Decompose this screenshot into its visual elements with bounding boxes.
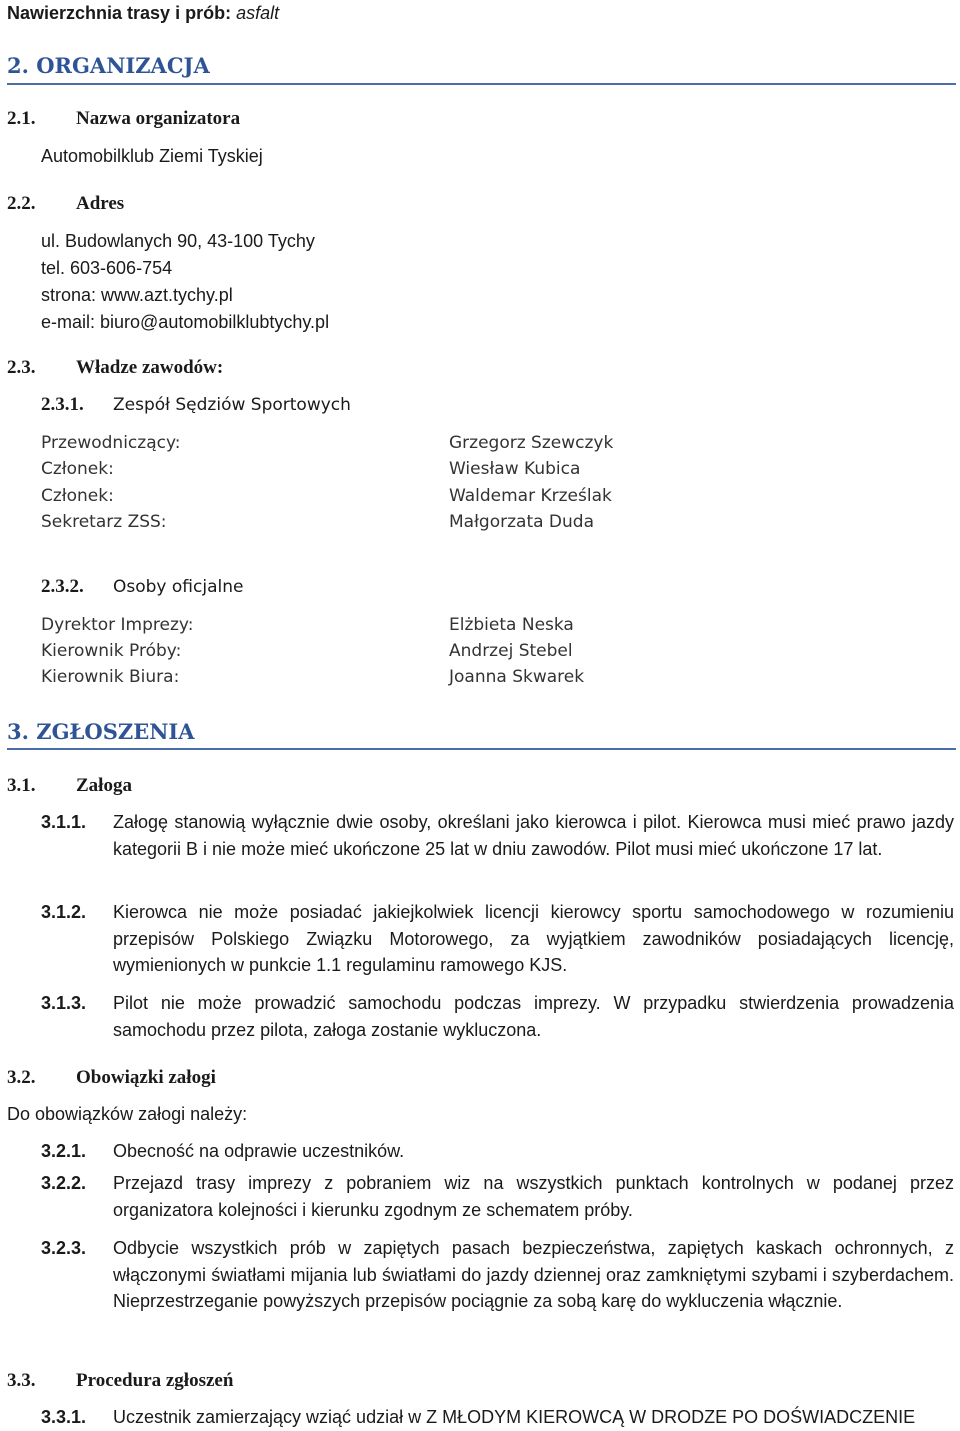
surface-label: Nawierzchnia trasy i prób:: [7, 3, 232, 23]
s322-text: Przejazd trasy imprezy z pobraniem wiz na wszystkich punktach kontrolnych w podanej przez organizatora kolejności i kierunku zgodnym ze schematem próby.: [113, 1173, 954, 1220]
s331-number: 3.3.1.: [41, 1407, 87, 1427]
s31-number: 3.1.: [7, 775, 36, 796]
s232-title: Osoby oficjalne: [113, 577, 244, 597]
section-2-heading: 2. ORGANIZACJA: [7, 53, 210, 78]
s331-text: Uczestnik zamierzający wziąć udział w Z MŁODYM KIEROWCĄ W DRODZE PO DOŚWIADCZENIE: [113, 1407, 916, 1427]
name-stage-manager: Andrzej Stebel: [449, 641, 573, 661]
s231-number: 2.3.1.: [41, 394, 84, 415]
address-street: ul. Budowlanych 90, 43-100 Tychy: [41, 231, 315, 251]
role-member-2: Członek:: [41, 486, 114, 506]
s32-title: Obowiązki załogi: [76, 1067, 216, 1088]
s231-title: Zespół Sędziów Sportowych: [113, 395, 351, 415]
s31-title: Załoga: [76, 775, 132, 796]
role-chairman: Przewodniczący:: [41, 433, 181, 453]
role-office-manager: Kierownik Biura:: [41, 667, 180, 687]
s32-intro: Do obowiązków załogi należy:: [7, 1104, 248, 1124]
s311-number: 3.1.1.: [41, 812, 87, 832]
s232-number: 2.3.2.: [41, 576, 84, 597]
surface-line: [7, 2, 279, 24]
role-director: Dyrektor Imprezy:: [41, 615, 194, 635]
surface-value: asfalt: [236, 3, 280, 23]
s32-number: 3.2.: [7, 1067, 36, 1088]
name-chairman: Grzegorz Szewczyk: [449, 433, 614, 453]
address-phone: tel. 603-606-754: [41, 258, 173, 278]
s312-number: 3.1.2.: [41, 902, 87, 922]
s22-number: 2.2.: [7, 193, 36, 214]
s33-title: Procedura zgłoszeń: [76, 1370, 234, 1391]
s323-number: 3.2.3.: [41, 1238, 87, 1258]
name-office-manager: Joanna Skwarek: [449, 667, 585, 687]
role-member-1: Członek:: [41, 459, 114, 479]
s311-text: Załogę stanowią wyłącznie dwie osoby, określani jako kierowca i pilot. Kierowca musi mieć prawo jazdy kategorii B i nie może mieć ukończone 25 lat w dniu zawodów. Pilot musi mieć ukończone 17 lat.: [113, 812, 954, 859]
s33-number: 3.3.: [7, 1370, 36, 1391]
s313-text: Pilot nie może prowadzić samochodu podczas imprezy. W przypadku stwierdzenia prowadzenia samochodu przez pilota, załoga zostanie wykluczona.: [113, 993, 954, 1040]
role-secretary: Sekretarz ZSS:: [41, 512, 167, 532]
section-3-heading: 3. ZGŁOSZENIA: [7, 719, 195, 744]
section-2-rule: [7, 83, 956, 85]
s313-number: 3.1.3.: [41, 993, 87, 1013]
name-director: Elżbieta Neska: [449, 615, 574, 635]
s323-text: Odbycie wszystkich prób w zapiętych pasach bezpieczeństwa, zapiętych kaskach ochronnych, z włączonymi światłami mijania lub światłami do jazdy dziennej oraz zamkniętymi szybami i szyberdachem. Nieprzestrzeganie powyższych przepisów pociągnie za sobą karę do wykluczenia włącznie.: [113, 1238, 954, 1311]
address-email: e-mail: biuro@automobilklubtychy.pl: [41, 312, 330, 332]
s321-text: Obecność na odprawie uczestników.: [113, 1141, 405, 1161]
name-member-1: Wiesław Kubica: [449, 459, 581, 479]
role-stage-manager: Kierownik Próby:: [41, 641, 182, 661]
s23-number: 2.3.: [7, 357, 36, 378]
organizer-name: Automobilklub Ziemi Tyskiej: [41, 146, 263, 166]
name-member-2: Waldemar Krześlak: [449, 486, 612, 506]
s21-number: 2.1.: [7, 108, 36, 129]
s22-title: Adres: [76, 193, 125, 214]
address-website: strona: www.azt.tychy.pl: [41, 285, 233, 305]
name-secretary: Małgorzata Duda: [449, 512, 594, 532]
s23-title: Władze zawodów:: [76, 357, 224, 378]
s322-number: 3.2.2.: [41, 1173, 87, 1193]
s321-number: 3.2.1.: [41, 1141, 87, 1161]
s21-title: Nazwa organizatora: [76, 108, 241, 129]
s312-text: Kierowca nie może posiadać jakiejkolwiek licencji kierowcy sportu samochodowego w rozumieniu przepisów Polskiego Związku Motorowego, za wyjątkiem zawodników posiadających licencję, wymienionych w punkcie 1.1 regulaminu ramowego KJS.: [113, 902, 954, 975]
section-3-rule: [7, 748, 956, 750]
